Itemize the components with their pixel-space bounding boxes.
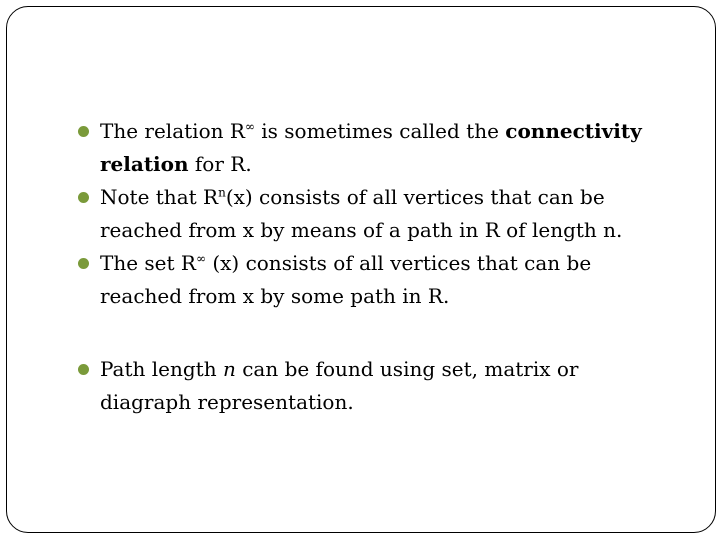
bullet-item-rn bbox=[78, 181, 668, 247]
superscript: n bbox=[218, 185, 226, 200]
italic-term: n bbox=[222, 357, 236, 381]
slide-body bbox=[78, 115, 668, 419]
bullet-text: can be found using set, matrix or diagraph representation. bbox=[100, 357, 579, 414]
bullet-text: Note that R bbox=[100, 185, 219, 209]
bullet-text: The relation R bbox=[100, 119, 245, 143]
bullet-text: is sometimes called the bbox=[254, 119, 506, 143]
bullet-text: (x) consists of all vertices that can be reached from x by means of a path in R of length n. bbox=[100, 185, 623, 242]
superscript: ∞ bbox=[244, 119, 255, 134]
bullet-dot-icon bbox=[78, 192, 89, 203]
bullet-text: The set R bbox=[100, 251, 196, 275]
bold-term: connectivity relation bbox=[100, 119, 642, 176]
superscript: ∞ bbox=[195, 251, 206, 266]
bullet-dot-icon bbox=[78, 364, 89, 375]
bullet-text: for R. bbox=[188, 152, 252, 176]
bullet-item-path-length bbox=[78, 353, 668, 419]
bullet-text: Path length bbox=[100, 357, 223, 381]
bullet-item-connectivity bbox=[78, 115, 668, 181]
bullet-text: (x) consists of all vertices that can be reached from x by some path in R. bbox=[100, 251, 592, 308]
bullet-dot-icon bbox=[78, 258, 89, 269]
bullet-dot-icon bbox=[78, 126, 89, 137]
bullet-item-rinf bbox=[78, 247, 668, 313]
